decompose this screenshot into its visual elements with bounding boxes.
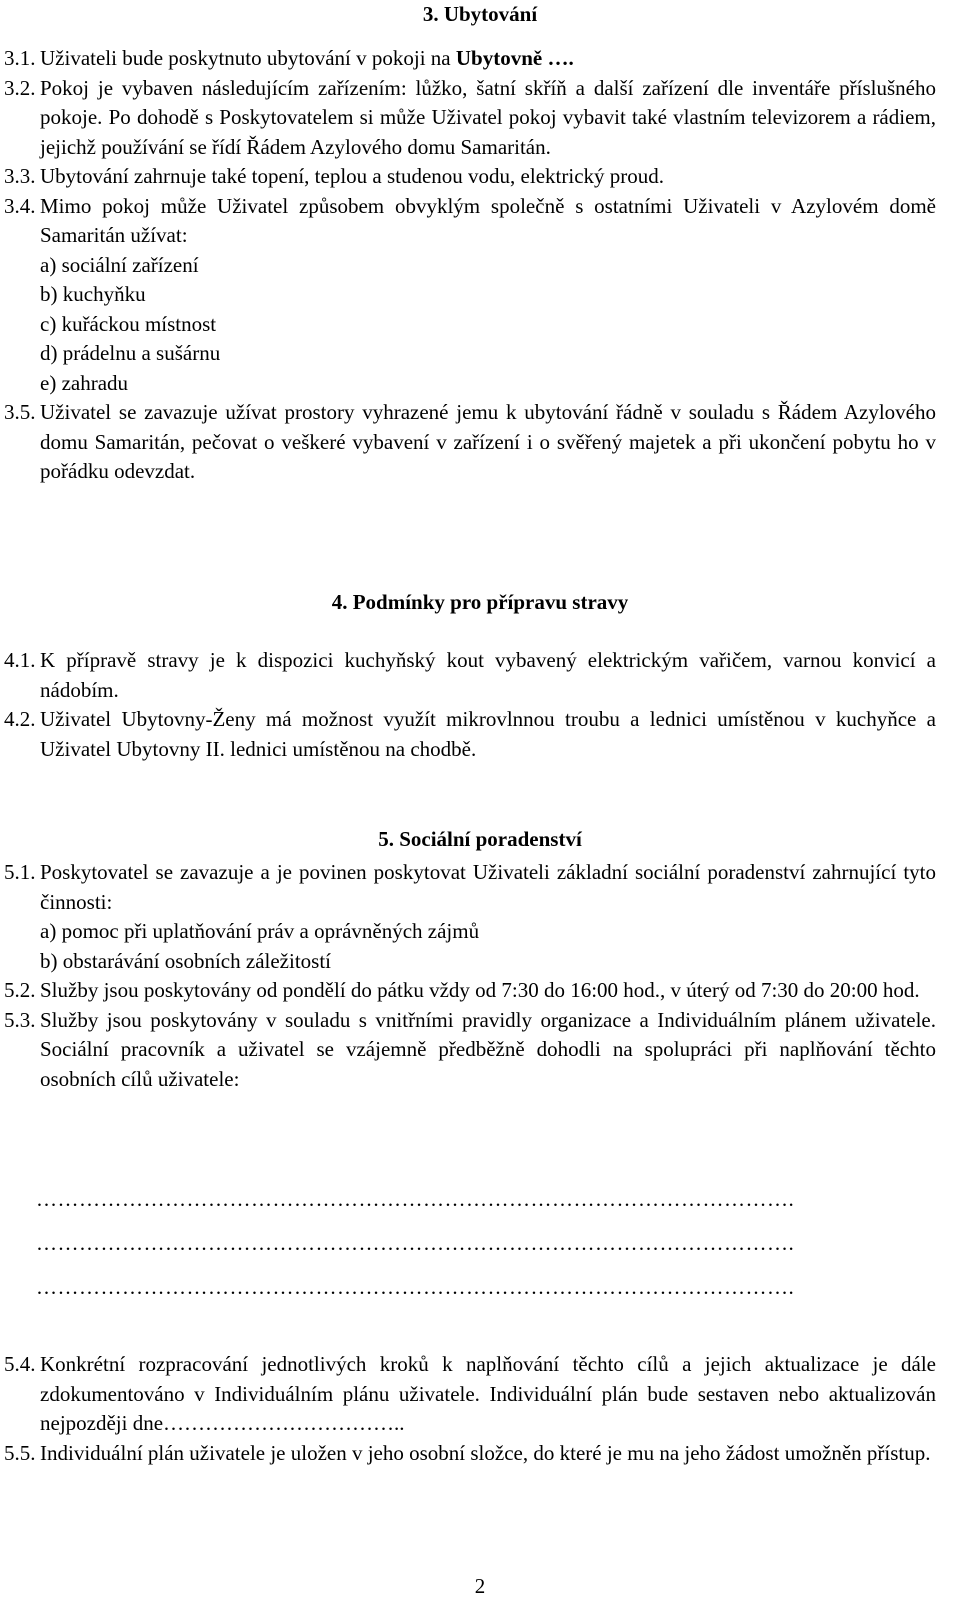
item-number: 5.3.	[4, 1007, 36, 1032]
item-number: 5.2.	[4, 978, 36, 1002]
fill-in-dotted-line: …………………………………………………………………………………………….	[36, 1275, 795, 1299]
item-number: 3.5.	[4, 400, 36, 424]
list-item	[4, 976, 936, 1006]
fill-in-dotted-line: …………………………………………………………………………………………….	[36, 1187, 795, 1211]
item-number: 3.4.	[4, 193, 36, 218]
sub-item: d) prádelnu a sušárnu	[40, 341, 221, 365]
item-text	[40, 44, 936, 74]
list-item	[4, 398, 936, 487]
list-item	[4, 1350, 936, 1439]
section-4-body	[4, 646, 936, 764]
section-4-heading: 4. Podmínky pro přípravu stravy	[331, 590, 629, 614]
item-number: 5.1.	[4, 860, 36, 884]
item-text-regular: Uživateli bude poskytnuto ubytování v pokoji na	[40, 46, 456, 70]
item-number: 4.2.	[4, 707, 36, 731]
list-item	[4, 192, 936, 399]
sub-item: b) kuchyňku	[40, 282, 146, 306]
sub-item: a) sociální zařízení	[40, 252, 199, 277]
item-text	[40, 192, 936, 399]
sub-item: c) kuřáckou místnost	[40, 311, 217, 336]
item-text: Uživatel Ubytovny-Ženy má možnost využít mikrovlnnou troubu a lednici umístěnou v kuchyňce a Uživatel Ubytovny II. lednici umístěnou na chodbě.	[40, 707, 936, 761]
sub-item: a) pomoc při uplatňování práv a oprávněných zájmů	[40, 919, 480, 943]
item-text	[40, 858, 936, 976]
item-number: 4.1.	[4, 648, 36, 672]
item-number: 5.5.	[4, 1440, 36, 1465]
section-3-body	[4, 44, 936, 487]
item-text: Individuální plán uživatele je uložen v jeho osobní složce, do které je mu na jeho žádost umožněn přístup.	[40, 1440, 931, 1465]
item-number: 3.1.	[4, 46, 36, 70]
list-item	[4, 705, 936, 764]
page-number: 2	[474, 1574, 486, 1598]
item-number: 5.4.	[4, 1352, 36, 1376]
sub-item: b) obstarávání osobních záležitostí	[40, 948, 331, 973]
list-item	[4, 162, 936, 192]
section-5-heading: 5. Sociální poradenství	[378, 827, 582, 851]
list-item	[4, 646, 936, 705]
item-text: Uživatel se zavazuje užívat prostory vyhrazené jemu k ubytování řádně v souladu s Řádem Azylového domu Samaritán, pečovat o veškeré vybavení v zařízení i o svěřený majetek a při ukončení pobytu ho v pořádku odevzdat.	[40, 400, 936, 483]
item-text: Pokoj je vybaven následujícím zařízením: lůžko, šatní skříň a další zařízení dle inventáře příslušného pokoje. Po dohodě s Poskytovatelem si může Uživatel pokoj vybavit také vlastním televizorem a rádiem, jejichž používání se řídí Řádem Azylového domu Samaritán.	[40, 75, 936, 159]
item-text: Ubytování zahrnuje také topení, teplou a studenou vodu, elektrický proud.	[40, 164, 665, 188]
fill-in-dotted-line: …………………………………………………………………………………………….	[36, 1231, 795, 1255]
section-5-body	[4, 858, 936, 1094]
section-3-heading: 3. Ubytování	[422, 2, 538, 26]
list-item	[4, 74, 936, 163]
list-item	[4, 44, 936, 74]
section-5-body-continued	[4, 1350, 936, 1468]
item-text: Služby jsou poskytovány od pondělí do pátku vždy od 7:30 do 16:00 hod., v úterý od 7:30 do 20:00 hod.	[40, 978, 920, 1002]
list-item	[4, 1006, 936, 1095]
item-number: 3.2.	[4, 75, 36, 100]
item-text: Konkrétní rozpracování jednotlivých kroků k naplňování těchto cílů a jejich aktualizace je dále zdokumentováno v Individuálním plánu uživatele. Individuální plán bude sestaven nebo aktualizován nejpozději dne……………………………..	[40, 1352, 936, 1435]
sub-item: e) zahradu	[40, 370, 129, 395]
item-text: K přípravě stravy je k dispozici kuchyňský kout vybavený elektrickým vařičem, varnou konvicí a nádobím.	[40, 648, 936, 702]
item-text: Služby jsou poskytovány v souladu s vnitřními pravidly organizace a Individuálním plánem uživatele. Sociální pracovník a uživatel se vzájemně předběžně dohodli na spolupráci při naplňování těchto osobních cílů uživatele:	[40, 1007, 936, 1091]
list-item	[4, 858, 936, 976]
item-number: 3.3.	[4, 164, 36, 188]
item-text-bold: Ubytovně ….	[455, 46, 574, 70]
list-item	[4, 1439, 936, 1469]
item-text-intro: Mimo pokoj může Uživatel způsobem obvyklým společně s ostatními Uživateli v Azylovém domě Samaritán užívat:	[40, 193, 936, 247]
item-text-intro: Poskytovatel se zavazuje a je povinen poskytovat Uživateli základní sociální poradenství zahrnující tyto činnosti:	[40, 860, 936, 914]
